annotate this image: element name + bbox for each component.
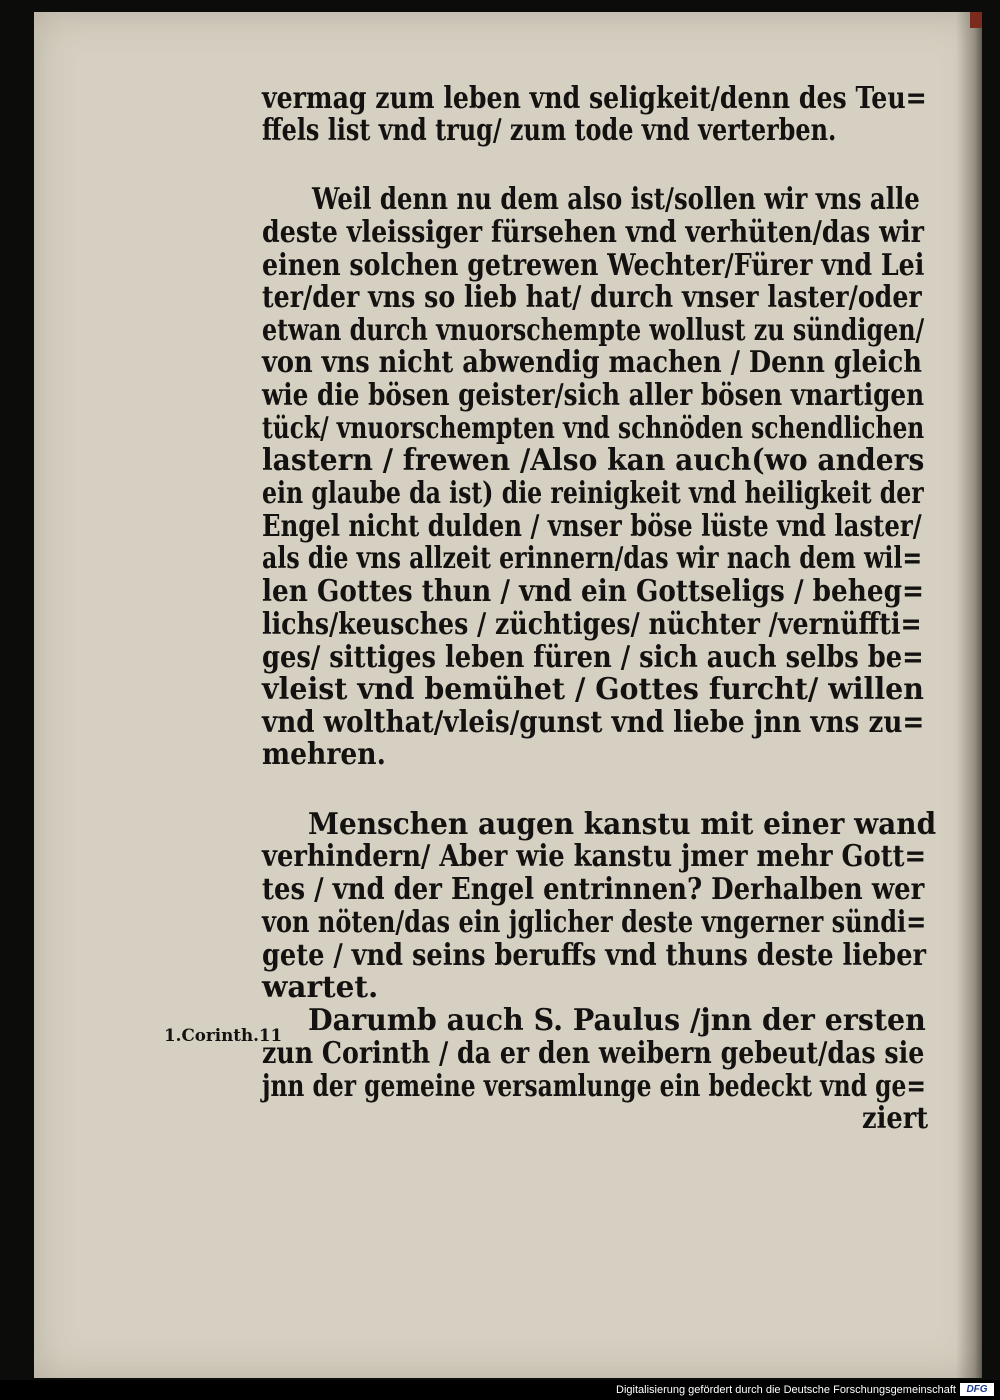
text-line: ein glaube da ist) die reinigkeit vnd heiligkeit der [262,476,924,511]
page-gutter-shadow [956,12,982,1378]
text-line: einen solchen getrewen Wechter/Fürer vnd Lei [262,248,925,283]
text-line: etwan durch vnuorschempte wollust zu sündigen/ [262,313,925,348]
text-line: Engel nicht dulden / vnser böse lüste vnd laster/ [262,509,922,544]
text-line: lichs/keusches / züchtiges/ nüchter /vernüffti= [262,607,922,642]
text-line: als die vns allzeit erinnern/das wir nach dem wil= [262,541,923,576]
text-line: ffels list vnd trug/ zum tode vnd verterben. [262,113,837,148]
marginal-note: 1.Corinth.11 [164,1026,283,1046]
text-line: gete / vnd seins beruffs vnd thuns deste lieber [262,938,927,973]
dfg-logo: DFG [960,1383,994,1396]
page-corner-mark [970,12,982,28]
digitization-footer [0,1380,1000,1400]
footer-credit: Digitalisierung gefördert durch die Deutsche Forschungsgemeinschaft [616,1384,956,1396]
text-line: von nöten/das ein jglicher deste vngerner sündi= [262,905,927,940]
text-line: lastern / frewen /Also kan auch(wo anders [262,443,925,478]
book-page [34,12,982,1378]
text-line: ter/der vns so lieb hat/ durch vnser laster/oder [262,280,922,315]
text-line: Darumb auch S. Paulus /jnn der ersten [308,1003,926,1038]
text-line: wartet. [262,970,379,1005]
text-line: deste vleissiger fürsehen vnd verhüten/das wir [262,215,924,250]
text-line: Menschen augen kanstu mit einer wand [308,807,937,842]
text-line: vnd wolthat/vleis/gunst vnd liebe jnn vns zu= [262,705,925,740]
text-line: tück/ vnuorschempten vnd schnöden schendlichen [262,411,925,446]
text-line: len Gottes thun / vnd ein Gottseligs / beheg= [262,574,924,609]
text-line: von vns nicht abwendig machen / Denn gleich [262,345,922,380]
text-line: ziert [862,1101,929,1136]
text-line: wie die bösen geister/sich aller bösen vnartigen [262,378,925,413]
text-line: zun Corinth / da er den weibern gebeut/das sie [262,1036,925,1071]
text-line: ges/ sittiges leben füren / sich auch selbs be= [262,640,924,675]
text-line: vermag zum leben vnd seligkeit/denn des Teu= [262,81,927,116]
text-line: mehren. [262,737,386,772]
text-line: Weil denn nu dem also ist/sollen wir vns alle [312,182,920,217]
text-line: jnn der gemeine versamlunge ein bedeckt vnd ge= [262,1069,926,1104]
text-line: tes / vnd der Engel entrinnen? Derhalben wer [262,872,925,907]
text-line: vleist vnd bemühet / Gottes furcht/ willen [262,672,924,707]
text-line: verhindern/ Aber wie kanstu jmer mehr Gott= [262,839,927,874]
